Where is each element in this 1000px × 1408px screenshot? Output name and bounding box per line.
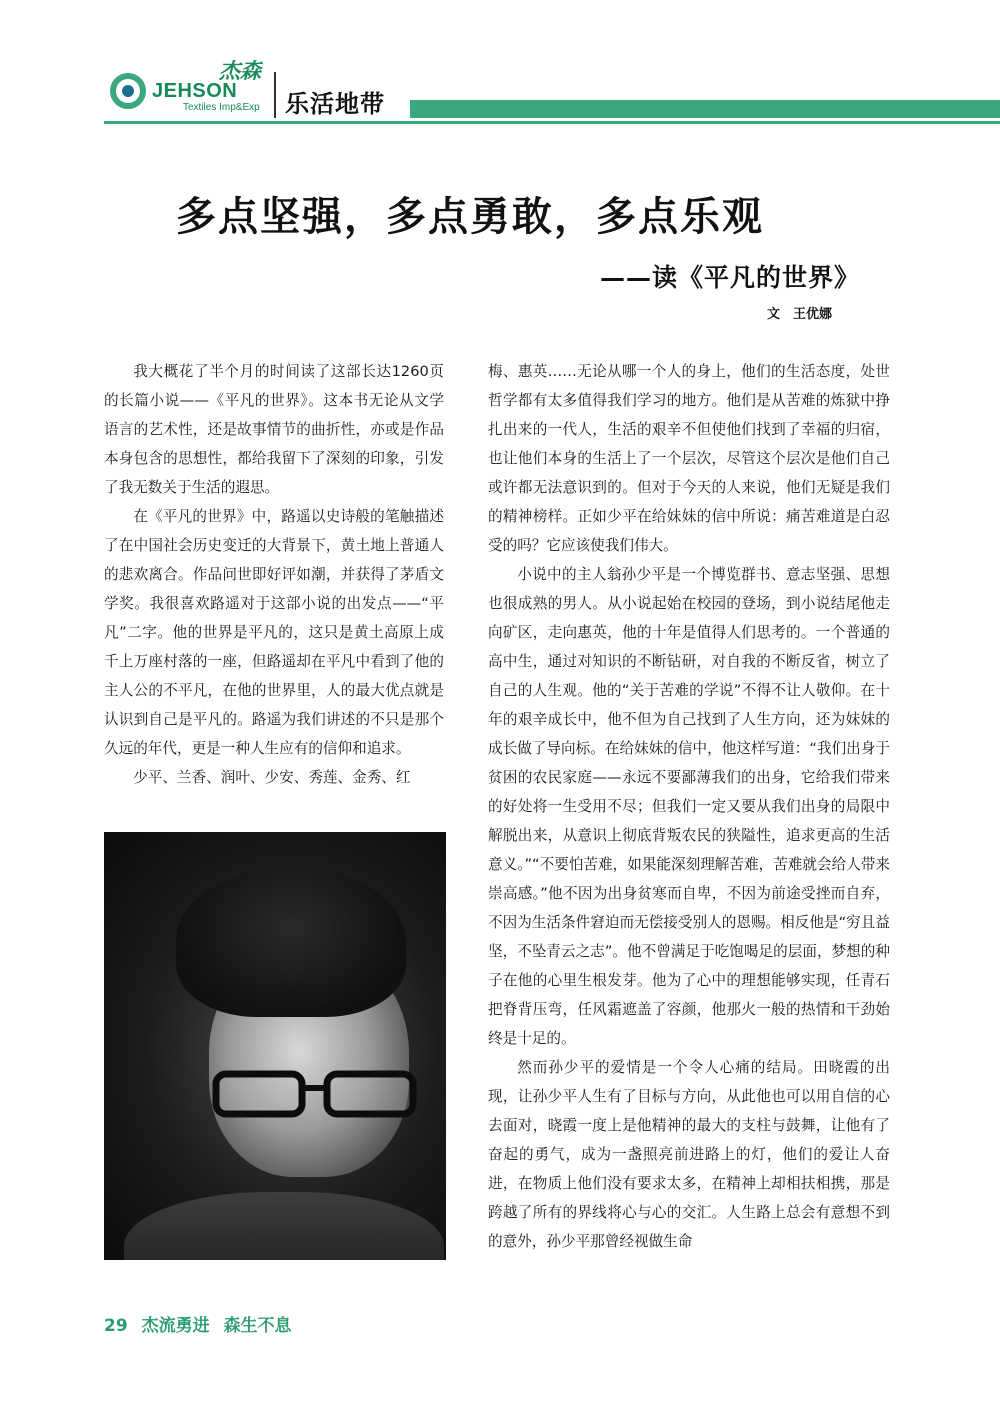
jehson-logo-icon — [110, 73, 146, 109]
paragraph: 梅、惠英……无论从哪一个人的身上，他们的生活态度，处世哲学都有太多值得我们学习的地方。他们是从苦难的炼狱中挣扎出来的一代人，生活的艰辛不但使他们找到了幸福的归宿，也让他们本身的生活上了一个层次，尽管这个层次是他们自己或许都无法意识到的。但对于今天的人来说，他们无疑是我们的精神榜样。正如少平在给妹妹的信中所说：痛苦难道是白忍受的吗？它应该使我们伟大。 — [488, 363, 890, 554]
right-column — [488, 357, 890, 1256]
section-title: 乐活地带 — [285, 90, 385, 118]
article-title: 多点坚强，多点勇敢，多点乐观 — [176, 193, 764, 240]
page-header — [0, 0, 1000, 130]
left-column — [104, 357, 444, 792]
logo-chinese: 杰森 — [219, 58, 261, 83]
header-accent-bar — [410, 100, 1000, 118]
author-portrait-photo — [104, 832, 446, 1260]
footer-slogan-2: 森生不息 — [223, 1316, 292, 1336]
paragraph: 在《平凡的世界》中，路遥以史诗般的笔触描述了在中国社会历史变迁的大背景下，黄土地上普通人的悲欢离合。作品问世即好评如潮，并获得了茅盾文学奖。我很喜欢路遥对于这部小说的出发点——“平凡”二字。他的世界是平凡的，这只是黄土高原上成千上万座村落的一座，但路遥却在平凡中看到了他的主人公的不平凡，在他的世界里，人的最大优点就是认识到自己是平凡的。路遥为我们讲述的不只是那个久远的年代，更是一种人生应有的信仰和追求。 — [104, 508, 444, 757]
logo-text: JEHSON — [152, 80, 238, 102]
paragraph: 然而孙少平的爱情是一个令人心痛的结局。田晓霞的出现，让孙少平人生有了目标与方向，从此他也可以用自信的心去面对，晓霞一度上是他精神的最大的支柱与鼓舞，让他有了奋起的勇气，成为一盏照亮前进路上的灯，他们的爱让人奋进，在物质上他们没有要求太多，在精神上却相扶相携，那是跨越了所有的界线将心与心的交汇。人生路上总会有意想不到的意外，孙少平那曾经视做生命 — [488, 1059, 890, 1250]
header-rule — [104, 121, 1000, 124]
page-number: 29 — [104, 1316, 128, 1336]
footer-slogan-1: 杰流勇进 — [141, 1316, 210, 1336]
glasses-shape — [212, 1070, 417, 1118]
paragraph: 少平、兰香、润叶、少安、秀莲、金秀、红 — [133, 769, 411, 786]
paragraph: 小说中的主人翁孙少平是一个博览群书、意志坚强、思想也很成熟的男人。从小说起始在校园的登场，到小说结尾他走向矿区，走向惠英，他的十年是值得人们思考的。一个普通的高中生，通过对知识的不断钻研，对自我的不断反省，树立了自己的人生观。他的“关于苦难的学说”不得不让人敬仰。在十年的艰辛成长中，他不但为自己找到了人生方向，还为妹妹的成长做了导向标。在给妹妹的信中，他这样写道：“我们出身于贫困的农民家庭——永远不要鄙薄我们的出身，它给我们带来的好处将一生受用不尽；但我们一定又要从我们出身的局限中解脱出来，从意识上彻底背叛农民的狭隘性，追求更高的生活意义。”“不要怕苦难，如果能深刻理解苦难，苦难就会给人带来崇高感。”他不因为出身贫寒而自卑，不因为前途受挫而自弃，不因为生活条件窘迫而无偿接受别人的恩赐。相反他是“穷且益坚，不坠青云之志”。他不曾满足于吃饱喝足的层面，梦想的种子在他的心里生根发芽。他为了心中的理想能够实现，任青石把脊背压弯，任风霜遮盖了容颜，他那火一般的热情和干劲始终是十足的。 — [488, 566, 890, 1047]
article-byline: 文 王优娜 — [766, 307, 832, 322]
paragraph: 我大概花了半个月的时间读了这部长达1260页的长篇小说——《平凡的世界》。这本书无论从文学语言的艺术性，还是故事情节的曲折性，亦或是作品本身包含的思想性，都给我留下了深刻的印象，引发了我无数关于生活的遐思。 — [104, 363, 444, 496]
logo-subtitle: Textiles Imp&Exp — [183, 102, 260, 113]
page-footer — [104, 1311, 300, 1336]
header-divider — [274, 72, 276, 118]
article-subtitle: ——读《平凡的世界》 — [599, 263, 860, 292]
